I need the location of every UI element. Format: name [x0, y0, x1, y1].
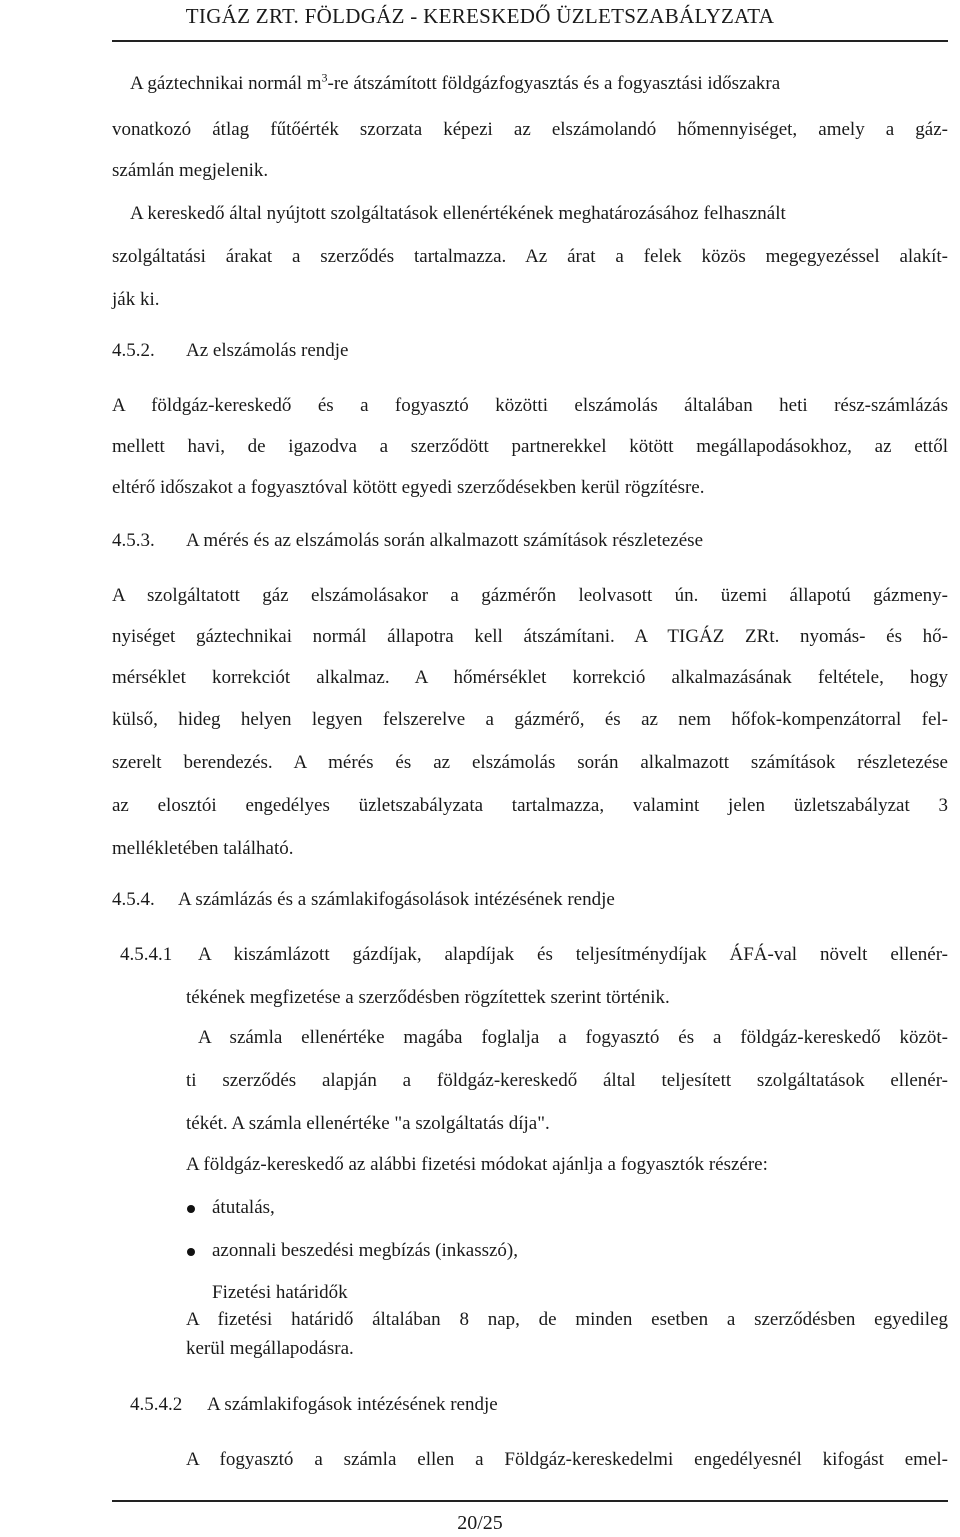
paragraph-line: A gáztechnikai normál $m^3-re$ átszámított földgázfogyasztás és a fogyasztási időszakra — [130, 70, 781, 94]
section-number: 4.5.4. — [112, 889, 155, 910]
section-heading: A számlakifogások intézésének rendje — [207, 1394, 498, 1415]
paragraph-line: tékének megfizetése a szerződésben rögzítettek szerint történik. — [186, 987, 670, 1008]
subheading: Fizetési határidők — [212, 1282, 348, 1303]
paragraph-line: ti szerződés alapján a földgáz-kereskedő által teljesített szolgáltatások ellenér- — [186, 1070, 948, 1091]
paragraph-line: A kereskedő által nyújtott szolgáltatások ellenértékének meghatározásához felhasznált — [130, 203, 786, 224]
section-number: 4.5.2. — [112, 340, 155, 361]
paragraph-line: A fogyasztó a számla ellen a Földgáz-kereskedelmi engedélyesnél kifogást emel- — [186, 1449, 948, 1470]
paragraph-line: szerelt berendezés. A mérés és az elszámolás során alkalmazott számítások részletezése — [112, 752, 948, 773]
subsection-number: 4.5.4.1 — [120, 944, 173, 965]
bullet-icon — [187, 1205, 195, 1213]
paragraph-line: A számla ellenértéke magába foglalja a fogyasztó és a földgáz-kereskedő közöt- — [198, 1027, 948, 1048]
paragraph-line: A földgáz-kereskedő és a fogyasztó közötti elszámolás általában heti rész-számlázás — [112, 395, 948, 416]
header-rule — [112, 40, 948, 42]
paragraph-line: A szolgáltatott gáz elszámolásakor a gázmérőn leolvasott ún. üzemi állapotú gázmeny- — [112, 585, 948, 606]
paragraph-line: nyiséget gáztechnikai normál állapotra kell átszámítani. A TIGÁZ ZRt. nyomás- és hő- — [112, 626, 948, 647]
paragraph-line: kerül megállapodásra. — [186, 1338, 354, 1359]
paragraph-line: vonatkozó átlag fűtőérték szorzata képezi az elszámolandó hőmennyiséget, amely a gáz- — [112, 119, 948, 140]
bullet-icon — [187, 1248, 195, 1256]
section-number: 4.5.3. — [112, 530, 155, 551]
paragraph-line: az elosztói engedélyes üzletszabályzata tartalmazza, valamint jelen üzletszabályzat 3 — [112, 795, 948, 816]
paragraph-line: számlán megjelenik. — [112, 160, 269, 181]
subsection-number: 4.5.4.2 — [130, 1394, 183, 1415]
list-item: azonnali beszedési megbízás (inkasszó), — [212, 1240, 518, 1261]
list-item: átutalás, — [212, 1197, 275, 1218]
paragraph-line: eltérő időszakot a fogyasztóval kötött egyedi szerződésekben kerül rögzítésre. — [112, 477, 705, 498]
page-number: 20/25 — [457, 1512, 503, 1534]
paragraph-line: mérséklet korrekciót alkalmaz. A hőmérséklet korrekció alkalmazásának feltétele, hogy — [112, 667, 948, 688]
section-heading: A számlázás és a számlakifogásolások intézésének rendje — [178, 889, 615, 910]
paragraph-line: mellékletében található. — [112, 838, 294, 859]
paragraph-line: A földgáz-kereskedő az alábbi fizetési módokat ajánlja a fogyasztók részére: — [186, 1154, 768, 1175]
paragraph-line: A fizetési határidő általában 8 nap, de minden esetben a szerződésben egyedileg — [186, 1309, 948, 1330]
section-heading: A mérés és az elszámolás során alkalmazott számítások részletezése — [186, 530, 703, 551]
paragraph-line: tékét. A számla ellenértéke "a szolgáltatás díja". — [186, 1113, 550, 1134]
page-header — [0, 0, 960, 40]
paragraph-line: külső, hideg helyen legyen felszerelve a gázmérő, és az nem hőfok-kompenzátorral fel- — [112, 709, 948, 730]
paragraph-line: mellett havi, de igazodva a szerződött partnerekkel kötött megállapodásokhoz, az ettől — [112, 436, 948, 457]
footer-rule — [112, 1500, 948, 1502]
section-heading: Az elszámolás rendje — [186, 340, 349, 361]
paragraph-line: szolgáltatási árakat a szerződés tartalmazza. Az árat a felek közös megegyezéssel alakít- — [112, 246, 948, 267]
document-title: TIGÁZ ZRT. FÖLDGÁZ - KERESKEDŐ ÜZLETSZABÁLYZATA — [185, 4, 775, 28]
paragraph-line: A kiszámlázott gázdíjak, alapdíjak és teljesítménydíjak ÁFÁ-val növelt ellenér- — [198, 944, 948, 965]
paragraph-line: ják ki. — [112, 289, 160, 310]
